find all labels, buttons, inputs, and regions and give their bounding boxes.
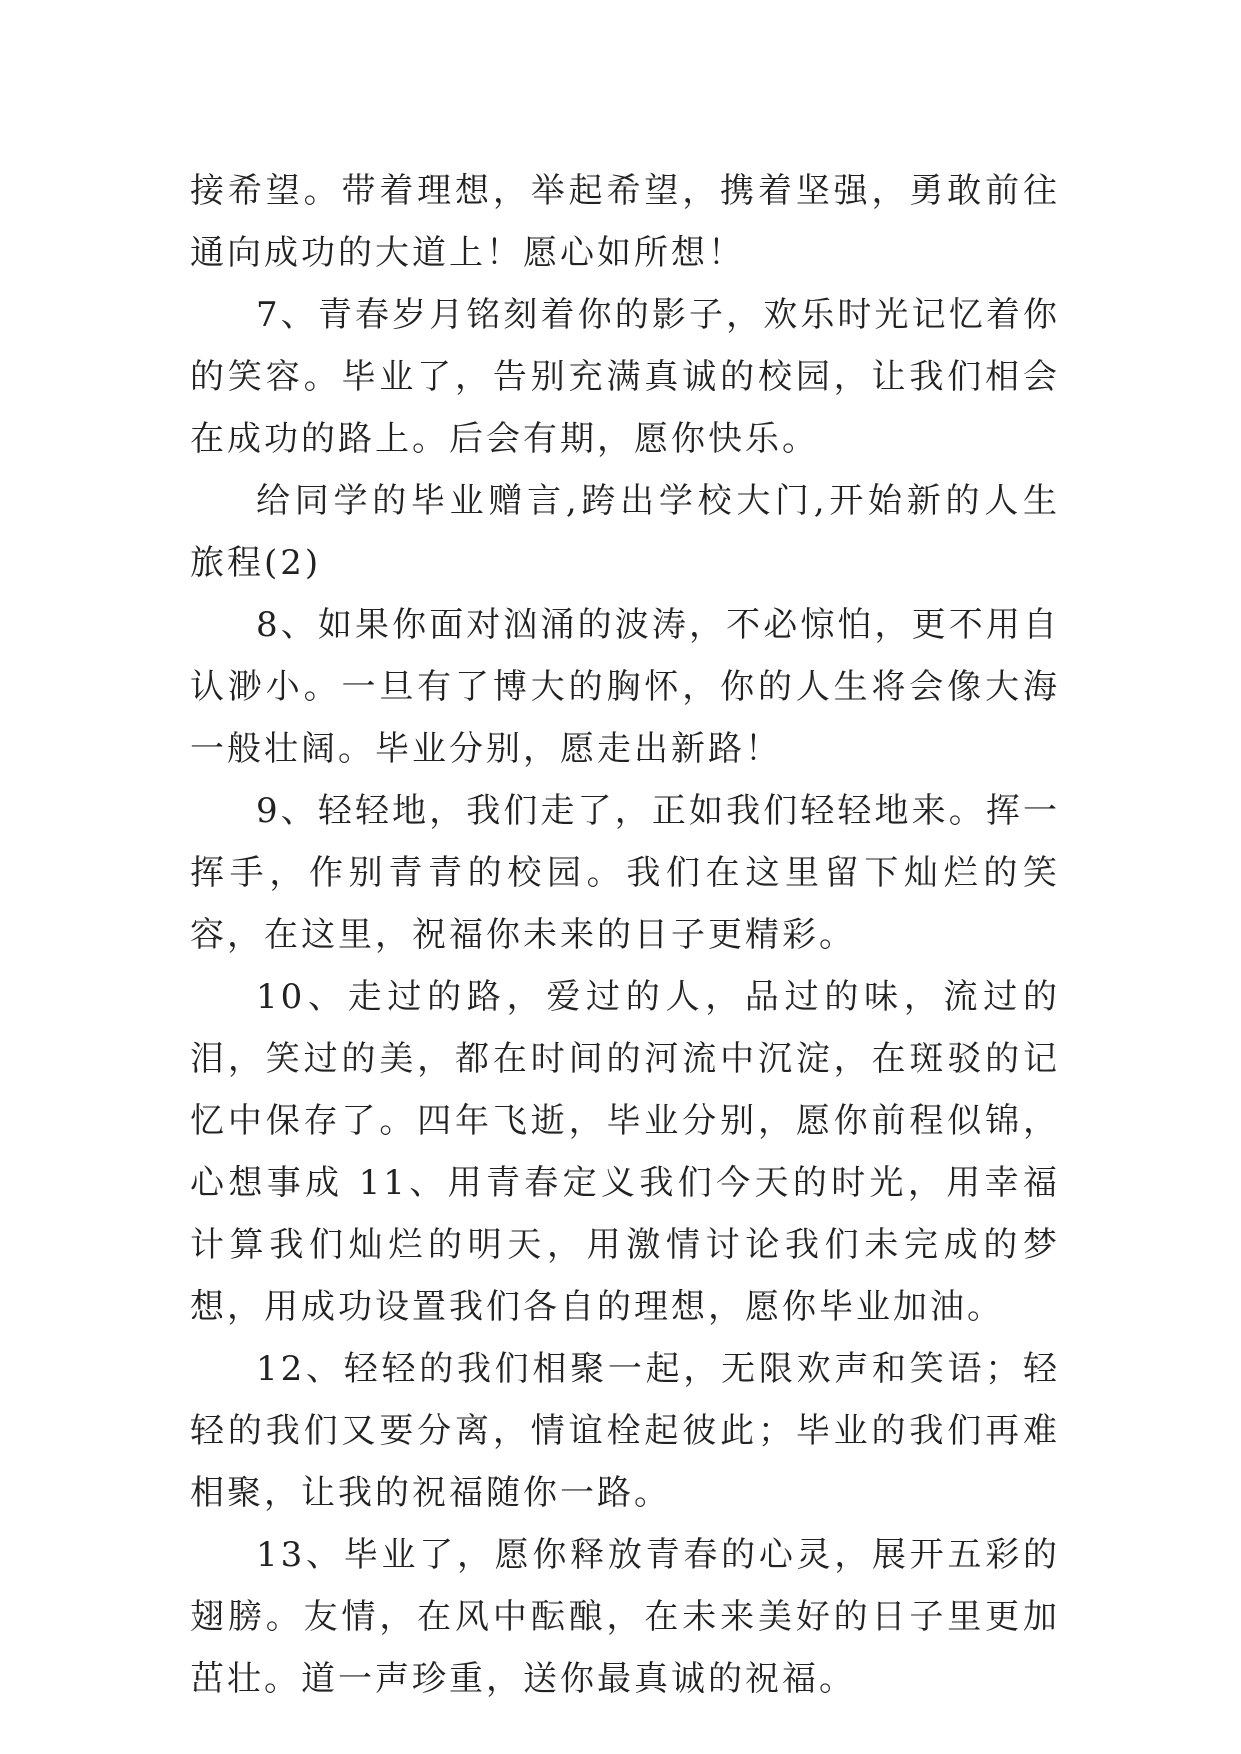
paragraph-item-10: 10、走过的路，爱过的人，品过的味，流过的泪，笑过的美，都在时间的河流中沉淀，在斑驳的记忆中保存了。四年飞逝，毕业分别，愿你前程似锦，心想事成 11、用青春定义我们今天的时光，用幸福计算我们灿烂的明天，用激情讨论我们未完成的梦想，用成功设置我们各自的理想，愿你毕业加油。 [190,977,1060,1327]
paragraph-item-7: 7、青春岁月铭刻着你的影子，欢乐时光记忆着你的笑容。毕业了，告别充满真诚的校园，让我们相会在成功的路上。后会有期，愿你快乐。 [190,295,1060,459]
paragraph-continuation: 接希望。带着理想，举起希望，携着坚强，勇敢前往通向成功的大道上！愿心如所想！ [190,171,1060,273]
document-body [190,160,1060,1710]
paragraph-item-9: 9、轻轻地，我们走了，正如我们轻轻地来。挥一挥手，作别青青的校园。我们在这里留下灿烂的笑容，在这里，祝福你未来的日子更精彩。 [190,791,1060,955]
paragraph-item-8: 8、如果你面对汹涌的波涛，不必惊怕，更不用自认渺小。一旦有了博大的胸怀，你的人生将会像大海一般壮阔。毕业分别，愿走出新路！ [190,605,1060,769]
section-heading: 给同学的毕业赠言,跨出学校大门,开始新的人生旅程(2) [190,481,1060,583]
paragraph-item-12: 12、轻轻的我们相聚一起，无限欢声和笑语；轻轻的我们又要分离，情谊栓起彼此；毕业的我们再难相聚，让我的祝福随你一路。 [190,1349,1060,1513]
paragraph-item-13: 13、毕业了，愿你释放青春的心灵，展开五彩的翅膀。友情，在风中酝酿，在未来美好的日子里更加茁壮。道一声珍重，送你最真诚的祝福。 [190,1535,1060,1699]
